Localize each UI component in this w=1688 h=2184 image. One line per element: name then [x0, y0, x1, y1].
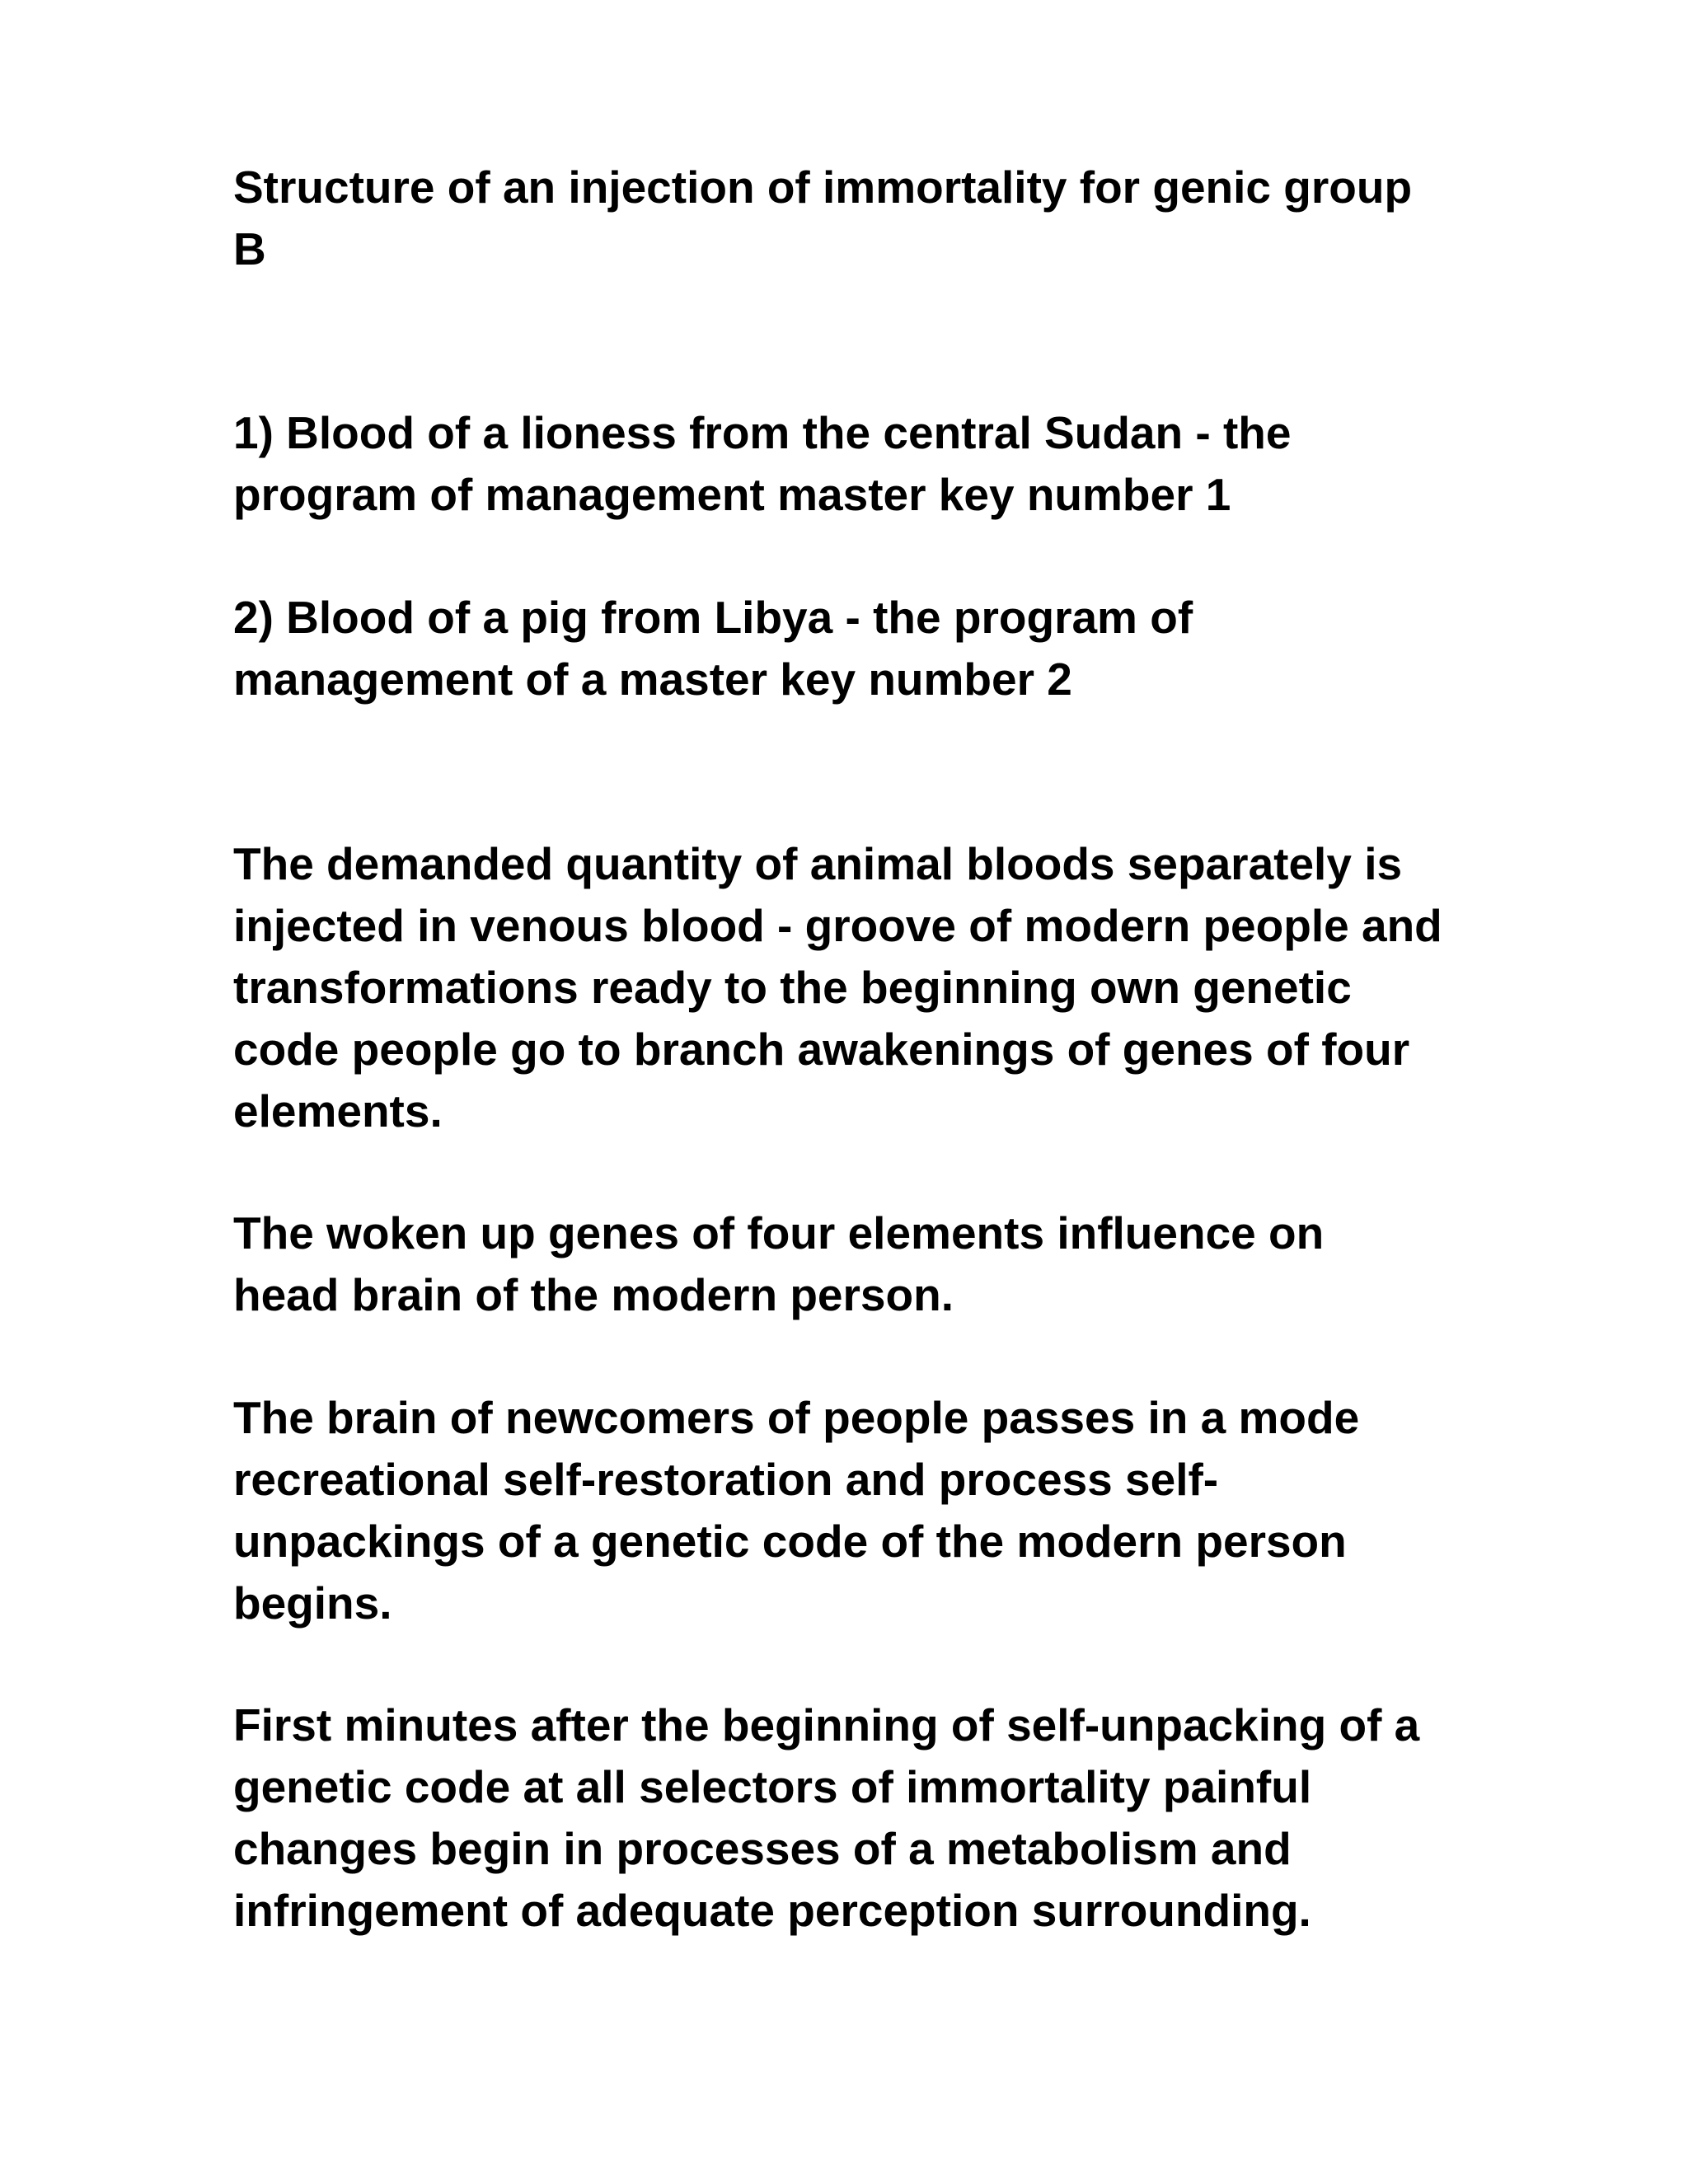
- paragraph-line: unpackings of a genetic code of the modern person: [233, 1516, 1347, 1567]
- paragraph-line: The demanded quantity of animal bloods separately is: [233, 838, 1403, 889]
- paragraph-line: The brain of newcomers of people passes in a mode: [233, 1392, 1360, 1443]
- paragraph-line: head brain of the modern person.: [233, 1269, 954, 1320]
- paragraph-line: injected in venous blood - groove of modern people and: [233, 900, 1442, 951]
- paragraph-line: The woken up genes of four elements influence on: [233, 1207, 1325, 1258]
- title-line: B: [233, 223, 266, 274]
- paragraph-line: code people go to branch awakenings of genes of four: [233, 1024, 1410, 1075]
- paragraph-line: changes begin in processes of a metabolism and: [233, 1823, 1292, 1874]
- list-item-line: program of management master key number 1: [233, 469, 1231, 520]
- list-item-line: management of a master key number 2: [233, 654, 1072, 705]
- title-line: Structure of an injection of immortality for genic group: [233, 162, 1413, 213]
- paragraph-line: recreational self-restoration and process self-: [233, 1454, 1219, 1505]
- list-item-line: 1) Blood of a lioness from the central Sudan - the: [233, 407, 1292, 458]
- paragraph-line: genetic code at all selectors of immortality painful: [233, 1761, 1312, 1812]
- paragraph-line: transformations ready to the beginning own genetic: [233, 962, 1352, 1013]
- paragraph-line: First minutes after the beginning of self-unpacking of a: [233, 1699, 1420, 1750]
- paragraph-line: begins.: [233, 1577, 392, 1629]
- paragraph-line: elements.: [233, 1085, 443, 1137]
- list-item-line: 2) Blood of a pig from Libya - the program of: [233, 592, 1193, 643]
- paragraph-line: infringement of adequate perception surrounding.: [233, 1885, 1311, 1936]
